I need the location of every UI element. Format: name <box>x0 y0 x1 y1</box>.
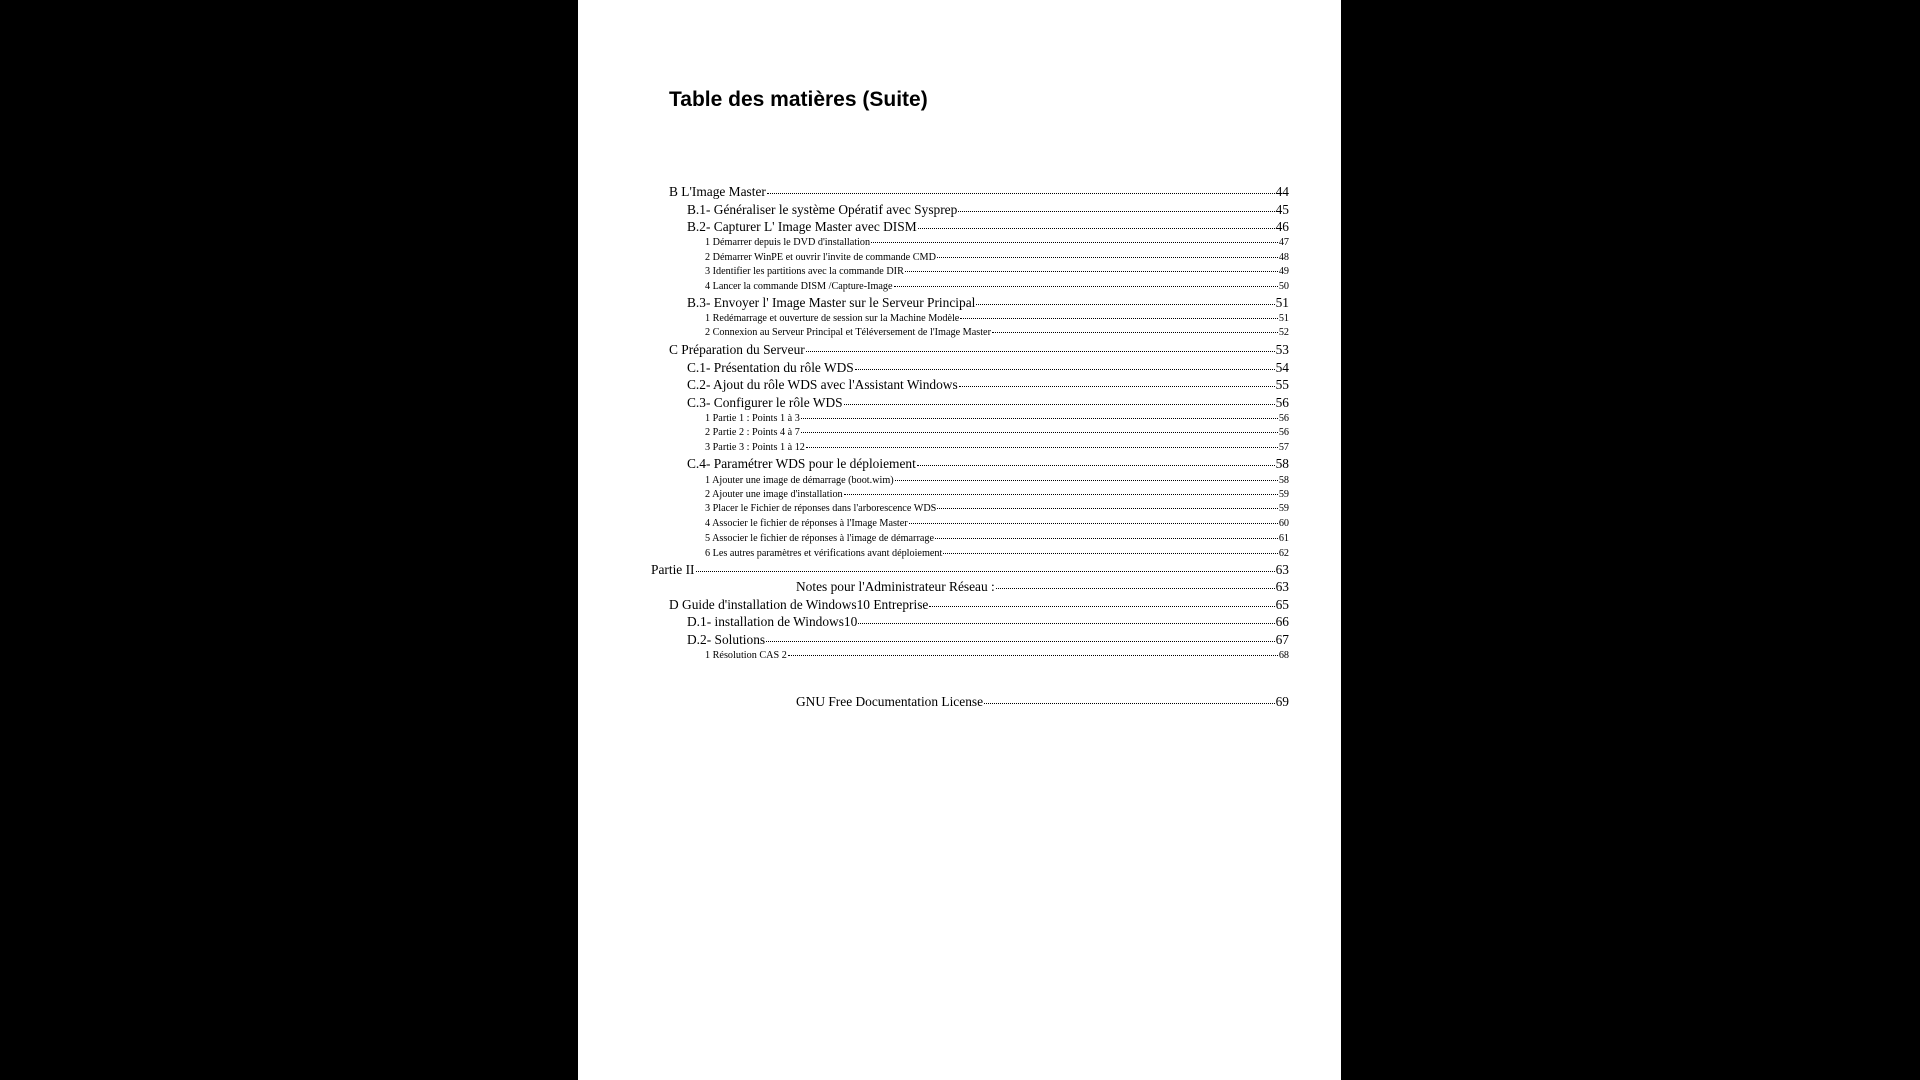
toc-entry-label: 5 Associer le fichier de réponses à l'image de démarrage <box>705 533 934 544</box>
toc-entry-label: 2 Ajouter une image d'installation <box>705 489 843 500</box>
toc-leader <box>918 228 1275 229</box>
toc-entry-label: C.4- Paramétrer WDS pour le déploiement <box>687 456 916 471</box>
toc-leader <box>917 465 1275 466</box>
toc-entry-label: 4 Lancer la commande DISM /Capture-Image <box>705 281 893 292</box>
toc-entry-page: 44 <box>1275 184 1289 199</box>
toc-leader <box>855 369 1275 370</box>
toc-entry-page: 52 <box>1278 327 1289 338</box>
toc-leader <box>935 538 1278 539</box>
toc-entry[interactable] <box>705 503 1289 514</box>
toc-entry-label: 2 Partie 2 : Points 4 à 7 <box>705 427 800 438</box>
toc-entry[interactable] <box>796 579 1289 595</box>
toc-entry[interactable] <box>705 548 1289 559</box>
toc-leader <box>871 242 1278 243</box>
toc-entry-label: 3 Placer le Fichier de réponses dans l'arborescence WDS <box>705 503 937 514</box>
toc-entry[interactable] <box>687 614 1289 630</box>
toc-leader <box>909 523 1278 524</box>
toc-entry-page: 46 <box>1275 219 1289 234</box>
toc-entry[interactable] <box>687 395 1289 411</box>
toc-entry-label: B.1- Généraliser le système Opératif avec Sysprep <box>687 202 958 217</box>
toc-entry-page: 56 <box>1278 427 1289 438</box>
toc-entry[interactable] <box>687 360 1289 376</box>
toc-entry[interactable] <box>669 342 1289 358</box>
toc-entry[interactable] <box>705 518 1289 529</box>
toc-entry-label: GNU Free Documentation License <box>796 694 984 709</box>
toc-entry-page: 57 <box>1278 442 1289 453</box>
toc-entry-page: 66 <box>1275 614 1289 629</box>
toc-title: Table des matières (Suite) <box>669 88 928 111</box>
toc-entry-page: 61 <box>1278 533 1289 544</box>
toc-entry-label: B L'Image Master <box>669 184 766 199</box>
toc-entry-page: 45 <box>1275 202 1289 217</box>
toc-leader <box>895 480 1278 481</box>
toc-entry[interactable] <box>669 597 1289 613</box>
toc-leader <box>806 351 1275 352</box>
toc-entry-page: 55 <box>1275 377 1289 392</box>
toc-leader <box>959 386 1275 387</box>
toc-leader <box>929 606 1274 607</box>
toc-entry[interactable] <box>705 475 1289 486</box>
toc-entry-page: 63 <box>1275 562 1289 577</box>
toc-entry[interactable] <box>705 533 1289 544</box>
toc-entry[interactable] <box>687 632 1289 648</box>
toc-entry-label: 6 Les autres paramètres et vérifications avant déploiement <box>705 548 943 559</box>
toc-entry-label: Notes pour l'Administrateur Réseau : <box>796 579 995 594</box>
toc-entry-label: 1 Démarrer depuis le DVD d'installation <box>705 237 871 248</box>
toc-entry[interactable] <box>687 202 1289 218</box>
toc-entry[interactable] <box>705 281 1289 292</box>
toc-entry[interactable] <box>705 327 1289 338</box>
toc-leader <box>984 703 1275 704</box>
toc-entry-page: 59 <box>1278 503 1289 514</box>
toc-entry-page: 50 <box>1278 281 1289 292</box>
toc-entry-label: 3 Partie 3 : Points 1 à 12 <box>705 442 805 453</box>
toc-entry-page: 54 <box>1275 360 1289 375</box>
toc-leader <box>801 418 1278 419</box>
toc-entry-page: 47 <box>1278 237 1289 248</box>
toc-entry[interactable] <box>705 252 1289 263</box>
toc-leader <box>806 447 1278 448</box>
toc-leader <box>844 494 1278 495</box>
toc-leader <box>943 553 1277 554</box>
toc-entry-page: 56 <box>1278 413 1289 424</box>
toc-entry-page: 65 <box>1275 597 1289 612</box>
toc-entry-label: 2 Démarrer WinPE et ouvrir l'invite de commande CMD <box>705 252 936 263</box>
toc-leader <box>905 271 1278 272</box>
toc-entry[interactable] <box>705 413 1289 424</box>
document-page <box>578 0 1341 1080</box>
toc-entry[interactable] <box>687 456 1289 472</box>
toc-entry[interactable] <box>687 377 1289 393</box>
toc-entry-label: 3 Identifier les partitions avec la commande DIR <box>705 266 904 277</box>
toc-leader <box>696 571 1275 572</box>
toc-leader <box>801 432 1278 433</box>
toc-entry[interactable] <box>705 237 1289 248</box>
toc-entry-page: 49 <box>1278 266 1289 277</box>
toc-entry-label: D Guide d'installation de Windows10 Entreprise <box>669 597 929 612</box>
toc-entry-label: 1 Résolution CAS 2 <box>705 650 787 661</box>
toc-entry-label: C.2- Ajout du rôle WDS avec l'Assistant Windows <box>687 377 958 392</box>
toc-leader <box>958 211 1274 212</box>
toc-entry-label: C Préparation du Serveur <box>669 342 805 357</box>
toc-entry-label: C.3- Configurer le rôle WDS <box>687 395 843 410</box>
toc-entry-page: 68 <box>1278 650 1289 661</box>
toc-entry-label: 4 Associer le fichier de réponses à l'Image Master <box>705 518 908 529</box>
toc-entry-label: B.2- Capturer L' Image Master avec DISM <box>687 219 917 234</box>
toc-entry[interactable] <box>669 184 1289 200</box>
toc-entry-label: 1 Redémarrage et ouverture de session sur la Machine Modèle <box>705 313 960 324</box>
toc-entry-label: C.1- Présentation du rôle WDS <box>687 360 854 375</box>
toc-entry-label: Partie II <box>651 562 695 577</box>
toc-entry-page: 58 <box>1278 475 1289 486</box>
toc-entry-page: 48 <box>1278 252 1289 263</box>
toc-entry-label: 2 Connexion au Serveur Principal et Téléversement de l'Image Master <box>705 327 991 338</box>
toc-entry-label: 1 Ajouter une image de démarrage (boot.wim) <box>705 475 894 486</box>
toc-entry-page: 58 <box>1275 456 1289 471</box>
toc-leader <box>788 655 1278 656</box>
toc-entry-page: 63 <box>1275 579 1289 594</box>
toc-leader <box>996 588 1275 589</box>
toc-entry[interactable] <box>651 562 1289 578</box>
toc-entry-page: 56 <box>1275 395 1289 410</box>
toc-entry[interactable] <box>705 313 1289 324</box>
toc-entry-page: 51 <box>1275 295 1289 310</box>
toc-entry-page: 62 <box>1278 548 1289 559</box>
toc-entry-label: D.1- installation de Windows10 <box>687 614 858 629</box>
toc-entry-page: 59 <box>1278 489 1289 500</box>
toc-leader <box>894 286 1278 287</box>
toc-entry-page: 60 <box>1278 518 1289 529</box>
toc-entry[interactable] <box>705 427 1289 438</box>
toc-entry[interactable] <box>705 650 1289 661</box>
toc-leader <box>937 508 1277 509</box>
toc-entry-page: 67 <box>1275 632 1289 647</box>
toc-entry[interactable] <box>687 219 1289 235</box>
toc-entry-page: 51 <box>1278 313 1289 324</box>
toc-entry[interactable] <box>705 442 1289 453</box>
toc-leader <box>960 318 1277 319</box>
toc-entry[interactable] <box>705 489 1289 500</box>
toc-leader <box>937 257 1278 258</box>
toc-entry[interactable] <box>687 295 1289 311</box>
toc-entry-label: B.3- Envoyer l' Image Master sur le Serveur Principal <box>687 295 976 310</box>
toc-leader <box>766 641 1274 642</box>
toc-entry-label: 1 Partie 1 : Points 1 à 3 <box>705 413 800 424</box>
toc-entry-page: 53 <box>1275 342 1289 357</box>
toc-entry[interactable] <box>705 266 1289 277</box>
toc-entry-page: 69 <box>1275 694 1289 709</box>
toc-entry[interactable] <box>796 694 1289 710</box>
toc-leader <box>992 332 1278 333</box>
toc-leader <box>767 193 1275 194</box>
toc-entry-label: D.2- Solutions <box>687 632 766 647</box>
toc-leader <box>844 404 1275 405</box>
toc-leader <box>858 623 1274 624</box>
toc-leader <box>976 304 1274 305</box>
